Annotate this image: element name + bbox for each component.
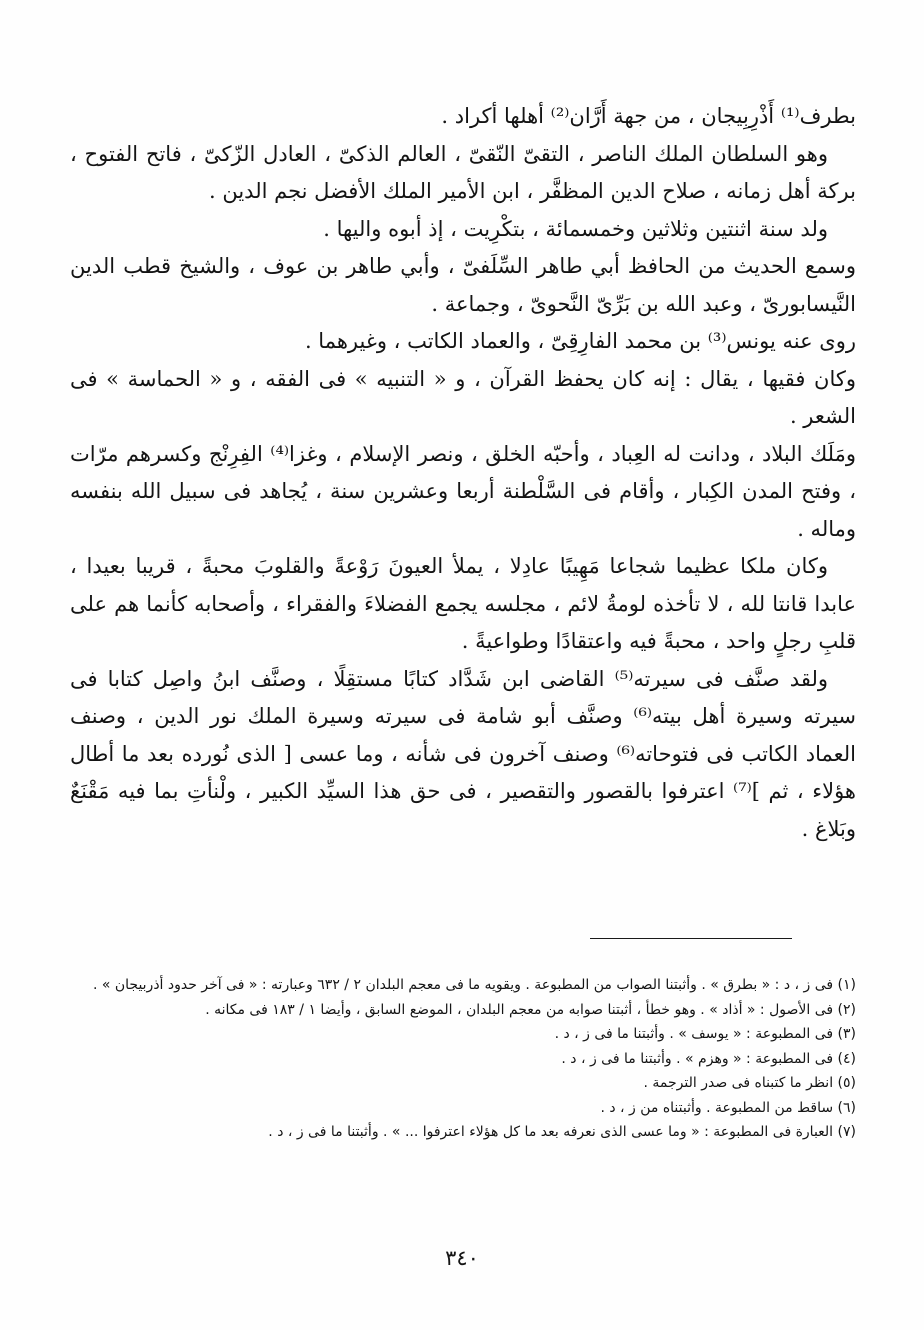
paragraph-4: وسمع الحديث من الحافظ أبي طاهر السِّلَفىّ ، وأبي طاهر بن عوف ، والشيخ قطب الدين النَّيسابورىّ ، وعبد الله بن بَرِّىّ النَّحوىّ ، وجماعة . [70,254,856,316]
footnote-7: (٧) العبارة فى المطبوعة : « وما عسى الذى نعرفه بعد ما كل هؤلاء اعترفوا ... » . وأثبتنا ما فى ز ، د . [268,1124,856,1140]
paragraph-5: روى عنه يونس⁽³⁾ بن محمد الفارِقِىّ ، والعماد الكاتب ، وغيرهما . [304,329,856,353]
page-number: ٣٤٠ [445,1246,479,1270]
footnote-2: (٢) فى الأصول : « أذاد » . وهو خطأ ، أثبتنا صوابه من معجم البلدان ، الموضع السابق ، وأيضا ١ / ١٨٣ فى مكانه . [205,1001,856,1018]
paragraph-8: وكان ملكا عظيما شجاعا مَهِيبًا عادِلا ، يملأ العيونَ رَوْعةً والقلوبَ محبةً ، قريبا بعيدا ، عابدا قانتا لله ، لا تأخذه لومةُ لائم ، مجلسه يجمع الفضلاءَ والفقراء ، وأصحابه كأنما هم على قلبِ رجلٍ واحد ، محبةً فيه واعتقادًا وطواعيةً . [70,554,856,653]
paragraph-6: وكان فقيها ، يقال : إنه كان يحفظ القرآن ، و « التنبيه » فى الفقه ، و « الحماسة » فى الشعر . [70,366,856,428]
footnote-5: (٥) انظر ما كتبناه فى صدر الترجمة . [643,1075,856,1091]
footnote-divider [590,938,792,939]
footnote-6: (٦) ساقط من المطبوعة . وأثبتناه من ز ، د . [600,1099,856,1116]
footnote-3: (٣) فى المطبوعة : « يوسف » . وأثبتنا ما فى ز ، د . [554,1026,856,1042]
main-text [70,98,856,848]
paragraph-1: بطرف⁽¹⁾ أَذْرِبِيجان ، من جهة أَرَّان⁽²⁾ أهلها أكراد . [441,104,856,128]
footnotes [70,973,856,1145]
paragraph-7: ومَلَك البلاد ، ودانت له العِباد ، وأحبّه الخلق ، ونصر الإسلام ، وغزا⁽⁴⁾ الفِرِنْج وكسرهم مرّات ، وفتح المدن الكِبار ، وأقام فى السَّلْطنة أربعا وعشرين سنة ، يُجاهد فى سبيل الله بنفسه وماله . [70,441,856,541]
paragraph-2: وهو السلطان الملك الناصر ، التقىّ النّقىّ ، العالم الذكىّ ، العادل الزّكىّ ، فاتح الفتوح ، بركة أهل زمانه ، صلاح الدين المظفَّر ، ابن الأمير الملك الأفضل نجم الدين . [70,141,856,203]
paragraph-3: ولد سنة اثنتين وثلاثين وخمسمائة ، بتكْرِيت ، إذ أبوه واليها . [323,216,828,241]
footnote-4: (٤) فى المطبوعة : « وهزم » . وأثبتنا ما فى ز ، د . [561,1050,856,1067]
paragraph-9: ولقد صنَّف فى سيرته⁽⁵⁾ القاضى ابن شَدَّاد كتابًا مستقِلًا ، وصنَّف ابنُ واصِل كتابا فى سيرته وسيرة أهل بيته⁽⁶⁾ وصنَّف أبو شامة فى سيرته وسيرة الملك نور الدين ، وصنف العماد الكاتب فى فتوحاته⁽⁶⁾ وصنف آخرون فى شأنه ، وما عسى [ الذى نُورده بعد ما أطال هؤلاء ، ثم ]⁽⁷⁾ اعترفوا بالقصور والتقصير ، فى حق هذا السيِّد الكبير ، ولْنأتِ بما فيه مَقْنَعٌ وبَلاغ . [70,666,857,841]
footnote-1: (١) فى ز ، د : « بطرق » . وأثبتنا الصواب من المطبوعة . ويقويه ما فى معجم البلدان ٢ / ٦٣٢ وعبارته : « فى آخر حدود أذربيجان » . [92,977,856,993]
